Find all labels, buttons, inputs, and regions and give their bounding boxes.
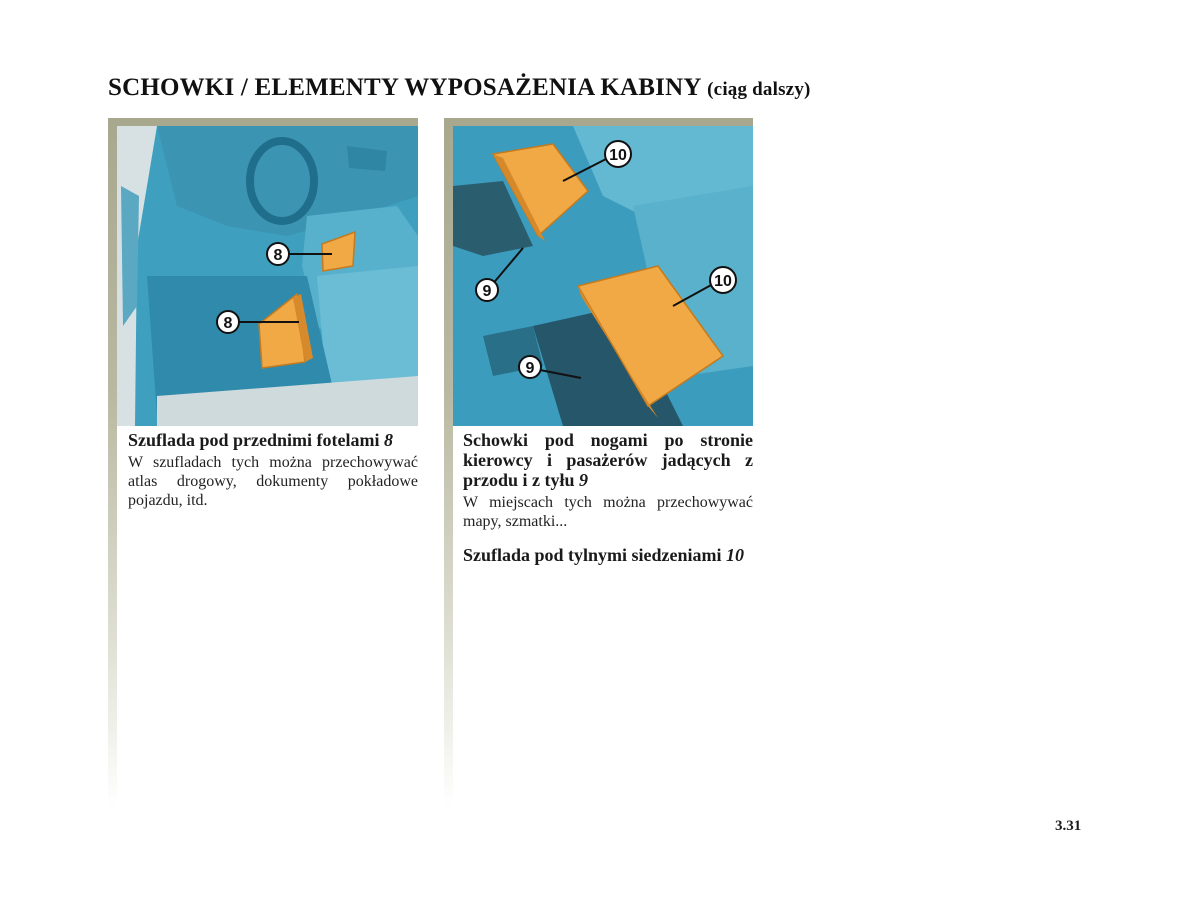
front-drawer-description [128, 430, 418, 510]
callout-10-lower: 10 [714, 273, 732, 290]
footwell-heading-text: Schowki pod nogami po stronie kierowcy i pasażerów jadących z przodu i z tyłu [463, 430, 753, 490]
column-bar-left [108, 118, 117, 808]
rear-drawer-heading-ref: 10 [726, 545, 745, 565]
page-number: 3.31 [1055, 818, 1082, 834]
footwell-description [463, 430, 753, 568]
rear-drawer-heading-text: Szuflada pod tylnymi siedzeniami [463, 545, 727, 565]
footwell-heading [463, 430, 753, 490]
footwell-heading-ref: 9 [579, 470, 589, 490]
callout-8-upper: 8 [273, 247, 283, 264]
callout-9-lower: 9 [525, 360, 535, 377]
under-foot-compartment-photo [453, 126, 753, 426]
footwell-body: W miejscach tych można przechowywać mapy, szmatki... [463, 494, 753, 530]
front-drawer-heading [128, 430, 418, 450]
column-bar-right [444, 118, 453, 808]
column-top-strip-left [108, 118, 418, 126]
front-drawer-heading-text: Szuflada pod przednimi fotelami [128, 430, 385, 450]
front-seat-drawer-photo [117, 126, 418, 426]
column-top-strip-right [444, 118, 753, 126]
front-drawer-body: W szufladach tych można przechowywać atlas drogowy, dokumenty pokładowe pojazdu, itd. [128, 454, 418, 509]
title-suffix: (ciąg dalszy) [707, 79, 811, 100]
rear-drawer-heading [463, 545, 753, 565]
title-main: SCHOWKI / ELEMENTY WYPOSAŻENIA KABINY [108, 74, 701, 101]
callout-9-upper: 9 [482, 283, 492, 300]
callout-10-upper: 10 [609, 147, 627, 164]
callout-8-lower: 8 [223, 315, 233, 332]
page-title [108, 74, 811, 102]
front-drawer-heading-ref: 8 [384, 430, 394, 450]
